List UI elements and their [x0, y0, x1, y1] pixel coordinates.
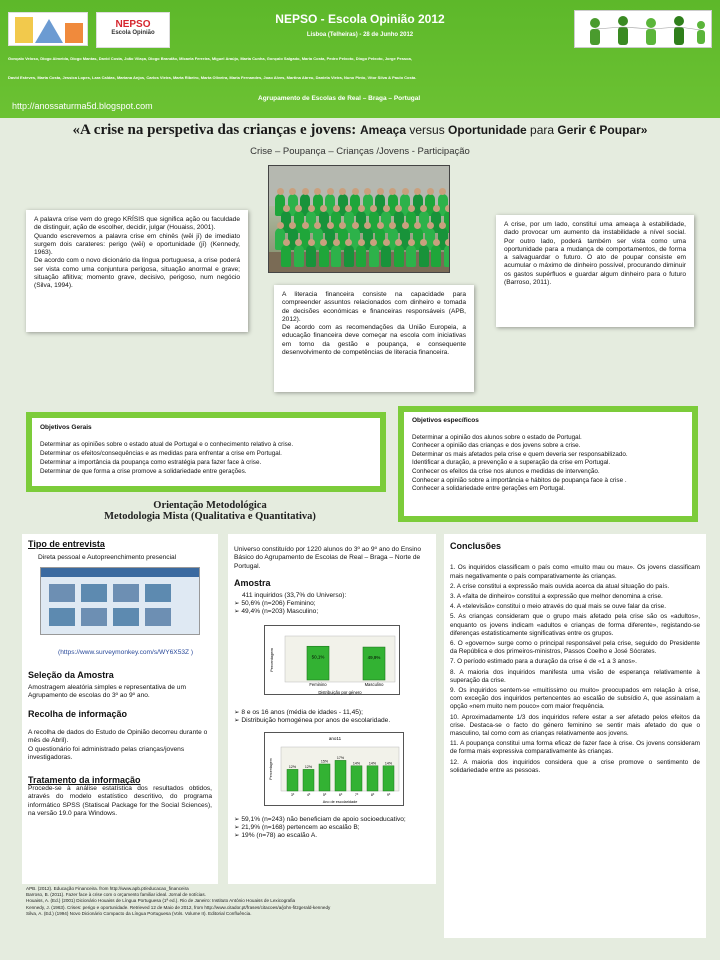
amostra-total: 411 inquiridos (33,7% do Universo): — [242, 591, 347, 599]
orientacao-line-2: Metodologia Mista (Qualitativa e Quantitativa) — [104, 511, 316, 522]
student-head — [283, 239, 290, 246]
survey-screenshot — [40, 567, 200, 635]
student-head — [433, 239, 440, 246]
references — [26, 886, 438, 917]
objetivo-geral-item: Determinar os efeitos/consequências e as medidas para enfrentar a crise em Portugal. — [40, 450, 282, 457]
conclusao-item: 4. A «televisão» constitui o meio através do qual mais se ouve falar da crise. — [450, 603, 666, 611]
selecao-text: Amostragem aleatória simples e representativa de um Agrupamento de escolas do 3º ao 9º ano. — [28, 683, 186, 700]
chart-tick-label: 9º — [386, 792, 391, 797]
chart-x-axis-label: Distribuição por género — [318, 689, 362, 695]
objetivo-especifico-item: Determinar os mais afetados pela crise e quem deveria ser responsabilizado. — [412, 450, 628, 458]
conclusao-item: 6. O «governo» surge como o principal responsável pela crise, seguido do Presidente da República e dos primeiros-ministros, Passos Coelho e José Sócrates. — [450, 640, 700, 656]
selecao-heading: Seleção da Amostra — [28, 670, 114, 681]
student-head — [414, 188, 421, 195]
chart-tick-label: Feminino — [309, 681, 327, 687]
student-head — [364, 188, 371, 195]
student-figure — [419, 245, 429, 267]
amostra-fem-text: 50,6% (n=206) Feminino; — [241, 600, 316, 608]
objetivo-geral-item: Determinar de que forma a crise promove a solidariedade entre gerações. — [40, 468, 247, 475]
chart-y-axis-label: Percentagem — [269, 647, 274, 672]
escolaridade-chart-svg — [265, 733, 405, 807]
student-head — [327, 222, 334, 229]
student-head — [314, 188, 321, 195]
objetivo-especifico-item: Conhecer os efeitos da crise nos alunos e medidas de intervenção. — [412, 467, 600, 475]
student-head — [427, 188, 434, 195]
header-subtitle: Lisboa (Telheiras) - 28 de Junho 2012 — [306, 32, 414, 38]
metodologia-column — [22, 534, 218, 884]
student-head — [383, 205, 390, 212]
chart-bar — [319, 764, 330, 791]
references-list — [26, 886, 438, 917]
student-head — [408, 239, 415, 246]
conclusoes-heading: Conclusões — [450, 541, 502, 551]
school-logo — [8, 12, 88, 46]
chart-tick-label: 4º — [306, 792, 311, 797]
conclusoes-column — [444, 534, 706, 938]
title-versus: versus — [406, 123, 449, 137]
objetivos-especificos-panel — [398, 406, 698, 522]
objetivos-gerais-panel — [26, 412, 386, 492]
student-head — [420, 205, 427, 212]
student-head — [320, 205, 327, 212]
chart-bar-label: 17% — [336, 755, 345, 760]
student-figure — [444, 245, 451, 267]
student-head — [358, 239, 365, 246]
survey-url[interactable]: (https://www.surveymonkey.com/s/WY6X53Z ) — [58, 648, 194, 656]
student-head — [364, 222, 371, 229]
student-head — [395, 239, 402, 246]
school-logo-icon — [9, 13, 89, 47]
chart-tick-label: 7º — [354, 792, 359, 797]
title-gerir: Gerir € Poupar» — [557, 123, 648, 137]
authors-line-2: David Esteves, Marta Costa, Jessica Lopes, Lara Caldas, Mariana Anjos, Carlos Vieira, Marta Ribeiro, Marta Oliveira, Maria Fernandes, Joao Alves, Martina Abreu, Daniela Vieira, Nuno Pinto, Vitor Silva & Paulo Costa. — [8, 75, 417, 80]
socio-item-3: ➢ 19% (n=78) ao escalão A. — [234, 832, 318, 840]
crise-definition-p3: De acordo com o novo dicionário da língua portuguesa, a crise poderá ser vista como uma conjuntura perigosa, situação anormal e grave; situação aflitiva; momento grave, decisivo, perigoso, num negócio (Silva, 1994). — [34, 257, 240, 290]
tipo-entrevista-text: Direta pessoal e Autopreenchimento presencial — [38, 554, 177, 562]
nepso-logo-sub: Escola Opinião — [111, 30, 155, 36]
student-head — [333, 205, 340, 212]
student-head — [295, 239, 302, 246]
chart-bar-label: 12% — [288, 764, 297, 769]
nepso-logo — [96, 12, 170, 48]
chart-bar-label: 14% — [352, 760, 361, 765]
student-figure — [369, 245, 379, 267]
gender-chart-svg — [265, 626, 401, 696]
student-head — [314, 222, 321, 229]
chart-bar — [303, 769, 314, 791]
student-figure — [381, 245, 391, 267]
chart-tick-label: 3º — [290, 792, 295, 797]
conclusao-item: 7. O período estimado para a duração da crise é de «1 a 3 anos». — [450, 658, 637, 666]
blog-link[interactable]: http://anossaturma5d.blogspot.com — [12, 101, 153, 111]
socio-item-1: ➢ 59,1% (n=243) não beneficiam de apoio socioeducativo; — [234, 815, 406, 823]
chart-bar — [383, 765, 394, 790]
objetivo-especifico-item: Conhecer a solidariedade entre gerações em Portugal. — [412, 485, 565, 493]
student-head — [445, 205, 450, 212]
student-head — [339, 188, 346, 195]
student-figure — [394, 245, 404, 267]
conclusao-item: 1. Os inquiridos classificam o país como «muito mau ou mau». Os jovens classificam mais negativamente o país comparativamente às crianças. — [450, 564, 700, 580]
student-head — [408, 205, 415, 212]
reference-item: APB. (2012). Educação Financeira. from http://www.apb.pt/educacao_financeira — [26, 886, 189, 891]
header-people-graphic — [574, 10, 712, 48]
chart-tick-label: 5º — [322, 792, 327, 797]
orientacao-metodologica — [80, 500, 340, 522]
people-network-icon — [575, 11, 712, 48]
header-title: NEPSO - Escola Opinião 2012 — [275, 12, 445, 26]
objetivo-especifico-item: Identificar a duração, a prevenção e a superação da crise em Portugal. — [412, 459, 611, 467]
chart-bar — [307, 646, 329, 680]
recolha-heading: Recolha de informação — [28, 709, 128, 720]
reference-item: Silva, A. (Ed.) (1994) Novo Dicionário Compacto da Língua Portuguesa (Vols. Volume II). Editorial Confluência. — [26, 910, 252, 916]
tratamento-heading: Tratamento da informação — [28, 775, 141, 786]
student-head — [445, 239, 450, 246]
orientacao-line-1: Orientação Metodológica — [153, 500, 267, 511]
objetivo-especifico-item: Determinar a opinião dos alunos sobre o estado de Portugal. — [412, 433, 582, 441]
student-head — [370, 239, 377, 246]
objetivo-geral-item: Determinar as opiniões sobre o estado atual de Portugal e o conhecimento relativo à crise. — [40, 441, 294, 448]
student-head — [395, 205, 402, 212]
recolha-text-1: A recolha de dados do Estudo de Opinião decorreu durante o mês de Abril). — [28, 728, 208, 745]
student-head — [289, 188, 296, 195]
title-oportunidade: Oportunidade — [448, 123, 527, 137]
student-figure — [344, 245, 354, 267]
student-head — [327, 188, 334, 195]
nepso-logo-title: NEPSO — [115, 19, 151, 30]
objetivos-gerais-list — [40, 440, 372, 476]
ameaca-oportunidade-card — [496, 215, 694, 327]
chart-bar — [367, 765, 378, 790]
agrupamento-label: Agrupamento de Escolas de Real – Braga – Portugal — [258, 95, 421, 102]
student-head — [295, 205, 302, 212]
student-head — [370, 205, 377, 212]
chart-x-axis-label: Ano de escolaridade — [322, 799, 358, 804]
reference-item: Barroso, B. (2011). Fazer face à crise com o orçamento familiar ideal. Jornal de notícias. — [26, 892, 206, 898]
student-head — [289, 222, 296, 229]
student-head — [345, 239, 352, 246]
chart-bar-label: 49,9% — [367, 654, 381, 660]
literacia-card — [274, 285, 474, 392]
chart-bar — [335, 760, 346, 791]
chart-bar-label: 14% — [368, 760, 377, 765]
socio-text-1: 59,1% (n=243) não beneficiam de apoio socioeducativo; — [241, 815, 406, 823]
objetivo-especifico-item: Conhecer a opinião das crianças e dos jovens sobre a crise. — [412, 442, 581, 450]
conclusao-item: 3. A «falta de dinheiro» constitui a expressão que melhor denomina a crise. — [450, 593, 663, 601]
student-head — [377, 188, 384, 195]
crise-definition-card — [26, 210, 248, 332]
reference-item: Houaiss, A. (Ed.) (2001) Dicionário Houaiss de Língua Portuguesa (1ª ed.). Rio de Janeiro: Instituto António Houaiss de Lexicografia — [26, 898, 296, 904]
conclusao-item: 11. A poupança constitui uma forma eficaz de fazer face à crise. Os jovens consideram de forma mais expressiva comparativamente às crianças. — [450, 740, 700, 756]
conclusao-item: 9. Os inquiridos sentem-se «muitíssimo ou muito» preocupados em relação à crise, com exceção dos inquiridos pertencentes ao escalão de subsídio A, que assinalam a opção «nem muito nem pouco» com maior frequência. — [450, 687, 700, 711]
student-figure — [331, 245, 341, 267]
student-head — [383, 239, 390, 246]
conclusao-item: 12. A maioria dos inquiridos considera que a crise promove o sentimento de solidariedade entre as pessoas. — [450, 758, 700, 774]
conclusao-item: 2. A crise constitui a expressão mais ouvida acerca da atual situação do país. — [450, 582, 670, 590]
socio-item-2: ➢ 21,9% (n=168) pertencem ao escalão B; — [234, 824, 360, 832]
authors-line-1: Gonçalo Veloso, Diogo Almeida, Diogo Mantas, David Costa, João Vilaça, Diogo Brandão, Micaela Ferreira, Miguel Araújo, Marta Cunha, Gonçalo Salgado, Maria Costa, Pedro Pelxoto, Diogo Pelxoto, Jorge Pessoa, — [8, 56, 412, 61]
reference-item: Kennedy, J. (1963). Crises: perigo e oportunidade. Retrieved 12 de Maio de 2012, from http://www.citador.pt/frases/citacoes/a/john-fitzgerald-kennedy — [26, 904, 331, 910]
student-figure — [281, 245, 291, 267]
student-head — [308, 205, 315, 212]
tratamento-text: Procede-se à análise estatística dos resultados obtidos, através do modelo estatístico descritivo, do programa informático SPSS (Statiscal Package for the Social Sciences), na versão 19.0 para Windows. — [28, 784, 212, 818]
student-head — [389, 222, 396, 229]
objetivos-especificos-heading: Objetivos específicos — [412, 417, 479, 424]
crise-definition-p1: A palavra crise vem do grego KRÍSIS que significa ação ou faculdade de distinguir, ação de escolher, decidir, julgar (Houaiss, 2001). — [34, 216, 240, 232]
student-head — [420, 239, 427, 246]
chart-bar — [351, 765, 362, 790]
title-ameaca: Ameaça — [360, 123, 407, 137]
chart-tick-label: 6º — [338, 792, 343, 797]
student-head — [358, 205, 365, 212]
distribuicao-text: Distribuição homogénea por anos de escolaridade. — [241, 717, 391, 725]
student-head — [402, 188, 409, 195]
title-main: «A crise na perspetiva das crianças e jovens: — [72, 122, 360, 138]
idades-text: 8 e os 16 anos (média de idades - 11,45); — [241, 708, 363, 716]
conclusao-item: 10. Aproximadamente 1/3 dos inquiridos refere estar a ser afetado pelos efeitos da crise. Destaca-se o facto do género feminino se sentir mais afetado do que o masculino, tal como com as crianças relativamente aos jovens. — [450, 713, 700, 738]
student-head — [389, 188, 396, 195]
idades-item: ➢ 8 e os 16 anos (média de idades - 11,45); — [234, 708, 363, 716]
chart-bar-label: 15% — [320, 759, 329, 764]
student-head — [302, 188, 309, 195]
student-head — [308, 239, 315, 246]
student-figure — [319, 245, 329, 267]
student-head — [302, 222, 309, 229]
amostra-masc-text: 49,4% (n=203) Masculino; — [241, 608, 319, 616]
amostra-heading: Amostra — [234, 578, 271, 589]
student-head — [277, 188, 284, 195]
student-head — [377, 222, 384, 229]
literacia-p2: De acordo com as recomendações da União Europeia, a educação financeira deve começar na escola com iniciativas em torno da gestão e poupança, e consequente desenvolvimento de competências de literacia financeira. — [282, 324, 466, 357]
student-head — [414, 222, 421, 229]
chart-bar-label: 14% — [384, 760, 393, 765]
amostra-fem: ➢ 50,6% (n=206) Feminino; — [234, 600, 316, 608]
student-figure — [294, 245, 304, 267]
student-figure — [356, 245, 366, 267]
student-head — [283, 205, 290, 212]
chart-bar-label: 12% — [304, 764, 313, 769]
student-head — [433, 205, 440, 212]
tipo-entrevista-heading: Tipo de entrevista — [28, 539, 105, 549]
socio-text-2: 21,9% (n=168) pertencem ao escalão B; — [241, 824, 360, 832]
authors-list — [8, 54, 608, 83]
student-figure — [406, 245, 416, 267]
objetivo-especifico-item: Conhecer a opinião sobre a importância e hábitos de poupança face à crise . — [412, 476, 627, 484]
group-photo — [268, 165, 450, 273]
recolha-text-2: O questionário foi administrado pelas crianças/jovens investigadoras. — [28, 745, 185, 762]
student-head — [320, 239, 327, 246]
student-figure — [431, 245, 441, 267]
distribuicao-item: ➢ Distribuição homogénea por anos de escolaridade. — [234, 717, 391, 725]
student-head — [339, 222, 346, 229]
chart-title: ano11 — [328, 735, 342, 741]
chart-tick-label: 8º — [370, 792, 375, 797]
literacia-p1: A literacia financeira consiste na capacidade para compreender assuntos relacionados com dinheiro e tomada de decisões económicas e financeiras responsáveis (APB, 2012). — [282, 291, 466, 323]
student-figure — [306, 245, 316, 267]
student-head — [439, 188, 446, 195]
amostra-masc: ➢ 49,4% (n=203) Masculino; — [234, 608, 319, 616]
poster-subtitle: Crise – Poupança – Crianças /Jovens - Participação — [250, 146, 470, 157]
conclusao-item: 5. As crianças consideram que o grupo mais afetado pela crise são os «adultos», enquanto os jovens indicam «adultos e crianças de forma diferente», registando-se diferenças estatisticamente significativas entre os grupos. — [450, 613, 700, 637]
objetivo-geral-item: Determinar a importância da poupança como estratégia para fazer face à crise. — [40, 459, 262, 466]
poster-title — [0, 122, 720, 139]
student-head — [352, 188, 359, 195]
conclusoes-list — [450, 564, 700, 775]
chart-tick-label: Masculino — [364, 681, 384, 687]
student-head — [427, 222, 434, 229]
student-head — [439, 222, 446, 229]
ameaca-oportunidade-p1: A crise, por um lado, constitui uma ameaça à estabilidade, dado provocar um aumento da instabilidade a nível social. Por outro lado, poderá também ser vista como uma oportunidade para a mudança de comportamentos, de forma a salvaguardar o futuro. O ato de poupar consiste em acumular o máximo de dinheiro possível, procurando diminuir os gastos supérfluos e guardar algum dinheiro para o futuro (Barroso, 2011). — [504, 221, 686, 287]
chart-bar-label: 50,1% — [311, 654, 325, 660]
chart-bar — [363, 647, 385, 680]
amostra-column — [228, 534, 436, 884]
student-head — [277, 222, 284, 229]
objetivos-gerais-heading: Objetivos Gerais — [40, 424, 92, 431]
chart-y-axis-label: Percentagem — [269, 757, 273, 780]
chart-bar — [287, 769, 298, 791]
student-head — [333, 239, 340, 246]
student-head — [352, 222, 359, 229]
student-head — [345, 205, 352, 212]
escolaridade-chart — [264, 732, 404, 806]
title-para: para — [526, 123, 558, 137]
objetivos-especificos-list — [412, 434, 684, 494]
universo-text: Universo constituído por 1220 alunos do 3º ao 9º ano do Ensino Básico do Agrupamento de Escolas de Real – Braga – Norte de Portugal. — [234, 546, 422, 570]
socio-text-3: 19% (n=78) ao escalão A. — [241, 832, 318, 840]
conclusao-item: 8. A maioria dos inquiridos manifesta uma visão de esperança relativamente à superação da crise. — [450, 668, 700, 684]
crise-definition-p2: Quando escrevemos a palavra crise em chinês (wēi jī) de imediato surgem dois carateres: perigo (wēi) e oportunidade (jī) (Kennedy, 1963). — [34, 232, 240, 257]
gender-chart — [264, 625, 400, 695]
student-head — [402, 222, 409, 229]
